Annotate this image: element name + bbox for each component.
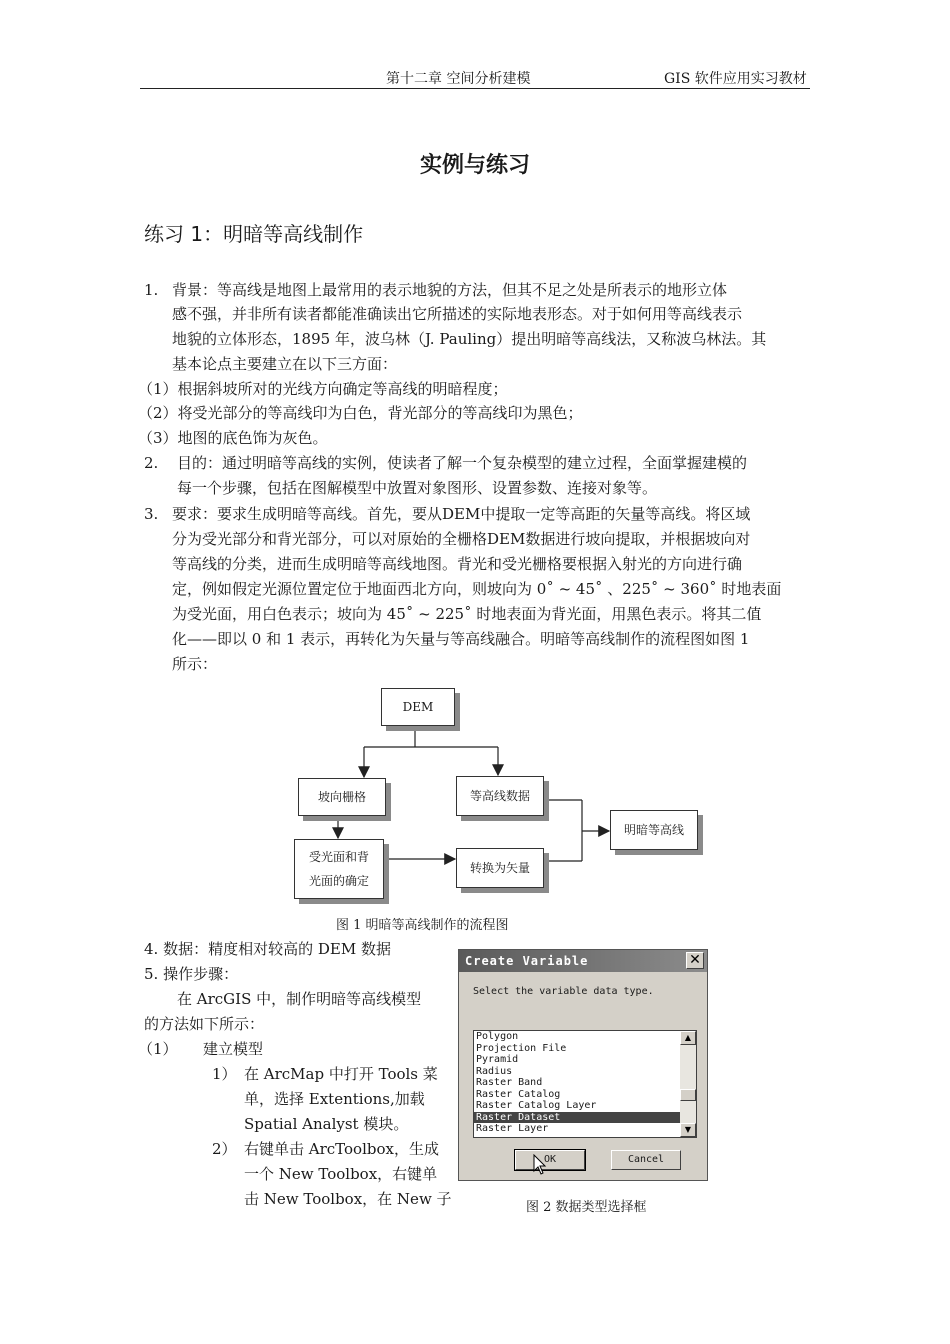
header-chapter: 第十二章 空间分析建模	[386, 71, 531, 87]
flow-light-label-2: 光面的确定	[308, 874, 369, 888]
item3-line: 要求：要求生成明暗等高线。首先，要从DEM中提取一定等高距的矢量等高线。将区域	[172, 505, 751, 523]
flow-dem-box	[381, 688, 455, 726]
list-item[interactable]: Raster Catalog	[476, 1088, 561, 1100]
flow-contour-label: 等高线数据	[469, 789, 530, 803]
flow-vector-label: 转换为矢量	[469, 861, 530, 875]
sub1-line: Spatial Analyst 模块。	[244, 1115, 409, 1133]
close-icon[interactable]: ✕	[686, 952, 704, 969]
item1-line: 基本论点主要建立在以下三方面：	[172, 355, 398, 373]
scroll-down-icon[interactable]: ▼	[680, 1123, 696, 1137]
sub1-number: 1）	[212, 1065, 237, 1083]
exercise-title: 练习 1：明暗等高线制作	[144, 222, 364, 246]
scroll-thumb[interactable]	[680, 1089, 696, 1101]
item3-line: 分为受光部分和背光部分，可以对原始的全栅格DEM数据进行坡向提取，并根据坡向对	[172, 530, 751, 548]
header-book: GIS 软件应用实习教材	[664, 71, 807, 87]
list-item[interactable]: Raster Band	[476, 1077, 543, 1088]
item3-line: 定，例如假定光源位置定位于地面西北方向，则坡向为 0˚ ~ 45˚ 、225˚ ~ 360˚ 时地表面	[172, 580, 782, 598]
flow-dem-label: DEM	[402, 700, 434, 714]
list-item[interactable]: Radius	[476, 1065, 513, 1077]
list-item[interactable]: Raster Layer	[476, 1123, 549, 1134]
item3-line: 为受光面，用白色表示；坡向为 45˚ ~ 225˚ 时地表面为背光面，用黑色表示。将其二值	[172, 605, 762, 623]
sub1-line: 单，选择 Extentions,加载	[244, 1090, 425, 1108]
item3-number: 3.	[144, 505, 159, 523]
item3-line: 等高线的分类，进而生成明暗等高线地图。背光和受光栅格要根据入射光的方向进行确	[172, 555, 743, 573]
data-type-list[interactable]	[473, 1030, 697, 1138]
step1-number: （1）	[138, 1040, 178, 1058]
cancel-button[interactable]: Cancel	[611, 1150, 681, 1170]
sub2-line: 一个 New Toolbox，右键单	[244, 1165, 438, 1183]
item1-line: 地貌的立体形态，1895 年，波乌林（J. Pauling）提出明暗等高线法，又称波乌林法。其	[172, 330, 767, 348]
item5: 5. 操作步骤：	[144, 965, 239, 983]
fig1-caption: 图 1 明暗等高线制作的流程图	[336, 918, 509, 933]
list-item-selected[interactable]: Raster Dataset	[474, 1112, 680, 1124]
item1-line: 感不强，并非所有读者都能准确读出它所描述的实际地表形态。对于如何用等高线表示	[172, 305, 743, 323]
dialog-title: Create Variable	[459, 950, 707, 972]
fig2-caption: 图 2 数据类型选择框	[526, 1200, 647, 1215]
sub2-line: 右键单击 ArcToolbox，生成	[244, 1140, 439, 1158]
point-line: （2）将受光部分的等高线印为白色，背光部分的等高线印为黑色；	[138, 404, 583, 422]
steps-intro-line: 的方法如下所示：	[144, 1015, 265, 1033]
ok-button[interactable]: OK	[515, 1150, 585, 1170]
list-item[interactable]: Pyramid	[476, 1054, 519, 1065]
scroll-up-icon[interactable]: ▲	[680, 1031, 696, 1045]
flow-light-label-1: 受光面和背	[308, 850, 369, 864]
item2-line: 目的：通过明暗等高线的实例，使读者了解一个复杂模型的建立过程，全面掌握建模的	[177, 454, 748, 472]
steps-intro-line: 在 ArcGIS 中，制作明暗等高线模型	[177, 990, 422, 1008]
flow-result-box	[610, 810, 698, 850]
flow-result-label: 明暗等高线	[623, 823, 684, 837]
item2-number: 2.	[144, 454, 159, 472]
sub2-number: 2）	[212, 1140, 237, 1158]
sub1-line: 在 ArcMap 中打开 Tools 菜	[244, 1065, 438, 1083]
list-item[interactable]: Raster Catalog Layer	[476, 1100, 597, 1111]
item1-line: 背景：等高线是地图上最常用的表示地貌的方法，但其不足之处是所表示的地形立体	[172, 281, 728, 299]
item1-number: 1.	[144, 281, 159, 299]
flow-vector-box	[456, 848, 544, 888]
list-item[interactable]: Projection File	[476, 1042, 567, 1054]
flow-aspect-box	[298, 778, 386, 816]
sub2-line: 击 New Toolbox，在 New 子	[244, 1190, 452, 1208]
item3-line: 化——即以 0 和 1 表示，再转化为矢量与等高线融合。明暗等高线制作的流程图如图 1	[172, 630, 750, 648]
dialog-prompt: Select the variable data type.	[473, 986, 654, 997]
cursor-arrow-icon	[533, 1154, 547, 1176]
list-item[interactable]: Polygon	[476, 1031, 519, 1042]
step1-label: 建立模型	[203, 1040, 264, 1058]
page-title: 实例与练习	[419, 153, 530, 178]
item2-line: 每一个步骤，包括在图解模型中放置对象图形、设置参数、连接对象等。	[177, 479, 658, 497]
list-scrollbar[interactable]	[680, 1031, 696, 1137]
item4: 4. 数据：精度相对较高的 DEM 数据	[144, 940, 391, 958]
flow-contour-box	[456, 776, 544, 816]
create-variable-dialog	[458, 949, 708, 1181]
point-line: （3）地图的底色饰为灰色。	[138, 429, 328, 447]
flow-aspect-label: 坡向栅格	[317, 790, 366, 804]
flow-light-box	[294, 839, 384, 899]
item3-line: 所示：	[172, 655, 218, 673]
point-line: （1）根据斜坡所对的光线方向确定等高线的明暗程度；	[138, 380, 508, 398]
